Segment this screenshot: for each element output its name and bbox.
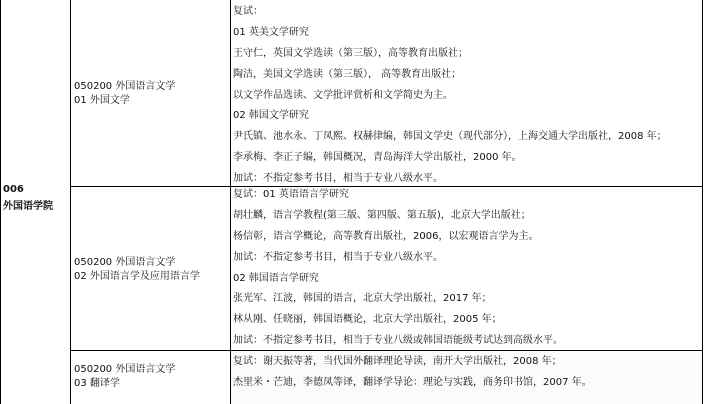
- requirement-line: 02 韩国语言学研究: [233, 272, 319, 284]
- requirement-line: 胡壮麟，语言学教程(第三版、第四版、第五版)，北京大学出版社；: [233, 209, 531, 221]
- requirement-line: 加试：不指定参考书目，相当于专业八级水平。: [233, 251, 443, 263]
- major-direction: 02 外国语言学及应用语言学: [74, 271, 200, 282]
- major-code: 050200 外国语言文学: [74, 364, 176, 375]
- table-border-col1: [70, 0, 71, 404]
- requirement-line: 陶洁，美国文学选读（第三版）， 高等教育出版社；: [233, 68, 462, 80]
- department-name: 外国语学院: [3, 201, 53, 212]
- requirement-line: 以文学作品选读、文学批评赏析和文学简史为主。: [233, 89, 453, 101]
- requirement-line: 加试：不指定参考书目，相当于专业八级水平。: [233, 173, 443, 185]
- requirement-line: 尹氏镇、池水永、丁凤熙、权赫律编，韩国文学史（现代部分），上海交通大学出版社，2008 年；: [233, 131, 667, 143]
- major-cell-1: [74, 80, 229, 108]
- table-border-col2: [230, 0, 231, 404]
- department-cell: [3, 181, 69, 215]
- major-direction: 01 外国文学: [74, 95, 130, 106]
- major-direction: 03 翻译学: [74, 378, 120, 389]
- requirements-cell-3: [233, 355, 701, 397]
- major-cell-3: [74, 363, 229, 391]
- requirement-line: 杨信彰，语言学概论，高等教育出版社，2006，以宏观语言学为主。: [233, 230, 539, 242]
- table-border-right: [702, 0, 703, 404]
- requirement-line: 02 韩国文学研究: [233, 110, 309, 122]
- requirement-line: 01 英美文学研究: [233, 26, 309, 38]
- requirement-line: 复试：: [233, 6, 263, 17]
- major-code: 050200 外国语言文学: [74, 81, 176, 92]
- requirement-line: 张光军、江波，韩国的语言，北京大学出版社，2017 年；: [233, 293, 492, 305]
- requirement-line: 王守仁，英国文学选读（第三版），高等教育出版社；: [233, 47, 468, 59]
- major-code: 050200 外国语言文学: [74, 257, 176, 268]
- department-code: 006: [3, 184, 24, 195]
- table-border-left: [0, 0, 1, 404]
- requirement-line: 复试：谢天振等著，当代国外翻译理论导读，南开大学出版社，2008 年；: [233, 356, 562, 367]
- requirement-line: 加试：不指定参考书目，相当于专业八级或韩国语能级考试达到高级水平。: [233, 335, 563, 347]
- requirement-line: 李承梅、李正子编，韩国概况，青岛海洋大学出版社，2000 年。: [233, 152, 522, 164]
- requirements-cell-1: [233, 5, 701, 193]
- requirement-line: 杰里米・芒迪，李德凤等译，翻译学导论：理论与实践，商务印书馆，2007 年。: [233, 376, 592, 388]
- requirement-line: 林从刚、任晓丽，韩国语概论，北京大学出版社，2005 年；: [233, 314, 502, 326]
- requirements-cell-2: [233, 188, 701, 355]
- major-cell-2: [74, 256, 229, 284]
- requirement-line: 复试：01 英语语言学研究: [233, 189, 349, 200]
